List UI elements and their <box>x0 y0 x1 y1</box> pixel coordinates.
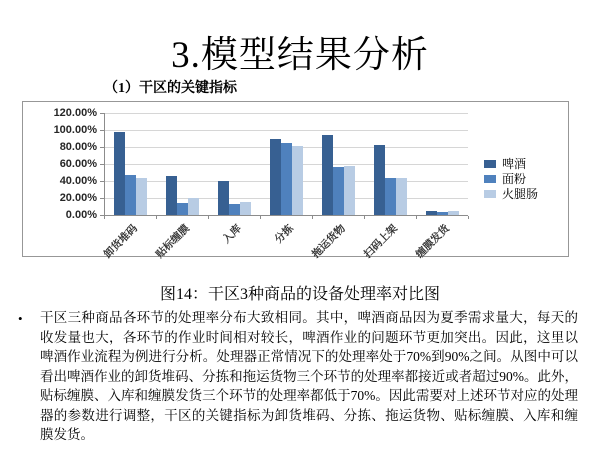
legend-label: 面粉 <box>502 172 527 186</box>
bar <box>240 202 251 215</box>
x-axis-tick <box>312 216 313 219</box>
legend-swatch <box>484 190 496 198</box>
figure-caption: 图14：干区3种商品的设备处理率对比图 <box>159 286 440 303</box>
page-title: 3.模型结果分析 <box>171 35 429 76</box>
gridline <box>104 113 468 114</box>
bar <box>396 178 407 215</box>
bar <box>292 146 303 215</box>
x-axis-label: 拖运货物 <box>309 222 348 261</box>
bar <box>426 211 437 215</box>
y-axis-label: 80.00% <box>59 140 97 153</box>
x-axis-tick <box>416 216 417 219</box>
x-axis-label: 分拣 <box>272 222 296 246</box>
y-axis-label: 0.00% <box>65 208 97 221</box>
bar <box>344 166 355 215</box>
x-axis-tick <box>468 216 469 219</box>
x-axis-label: 入库 <box>220 222 244 246</box>
x-axis-label: 扫码上架 <box>361 222 400 261</box>
bar <box>322 135 333 215</box>
bar <box>448 211 459 215</box>
y-axis-line <box>104 113 105 216</box>
y-axis-label: 40.00% <box>59 174 97 187</box>
x-axis-tick <box>208 216 209 219</box>
slide-subtitle: （1）干区的关键指标 <box>104 81 237 96</box>
x-axis-label: 缠膜发货 <box>413 222 452 261</box>
bar <box>188 198 199 215</box>
bullet-marker: • <box>18 311 23 326</box>
body-text: 干区三种商品各环节的处理率分布大致相同。其中，啤酒商品因为夏季需求量大，每天的收发量也大，各环节的作业时间相对较长，啤酒作业的问题环节更加突出。因此，这里以啤酒作业流程为例进行分析。处理器正常情况下的处理率处于70%到90%之间。从图中可以看出啤酒作业的卸货堆码、分拣和拖运货物三个环节的处理率都接近或者超过90%。此外，贴标缠膜、入库和缠膜发货三个环节的处理率都低于70%。因此需要对上述环节对应的处理器的参数进行调整，干区的关键指标为卸货堆码、分拣、拖运货物、贴标缠膜、入库和缠膜发货。 <box>40 310 578 442</box>
bar <box>136 178 147 215</box>
bar <box>125 175 136 215</box>
x-axis-tick <box>364 216 365 219</box>
x-axis-label: 贴标缠膜 <box>153 222 192 261</box>
bar <box>437 212 448 215</box>
x-axis-tick <box>156 216 157 219</box>
gridline <box>104 130 468 131</box>
bar <box>270 139 281 215</box>
x-axis-tick <box>260 216 261 219</box>
bar <box>385 178 396 215</box>
legend-label: 火腿肠 <box>502 187 539 201</box>
x-axis-label: 卸货堆码 <box>101 222 140 261</box>
bar-chart-figure <box>22 101 569 261</box>
bar <box>114 132 125 215</box>
x-axis-line <box>104 215 468 216</box>
bar <box>281 143 292 215</box>
legend-swatch <box>484 160 496 168</box>
y-axis-label: 120.00% <box>53 106 97 119</box>
bar <box>177 203 188 215</box>
legend-swatch <box>484 175 496 183</box>
x-axis-tick <box>104 216 105 219</box>
bar <box>166 176 177 215</box>
bar <box>333 167 344 215</box>
bar <box>374 145 385 215</box>
y-axis-label: 20.00% <box>59 191 97 204</box>
y-axis-label: 100.00% <box>53 123 97 136</box>
y-axis-label: 60.00% <box>59 157 97 170</box>
bar <box>218 181 229 215</box>
bar <box>229 204 240 215</box>
legend-label: 啤酒 <box>502 157 527 171</box>
